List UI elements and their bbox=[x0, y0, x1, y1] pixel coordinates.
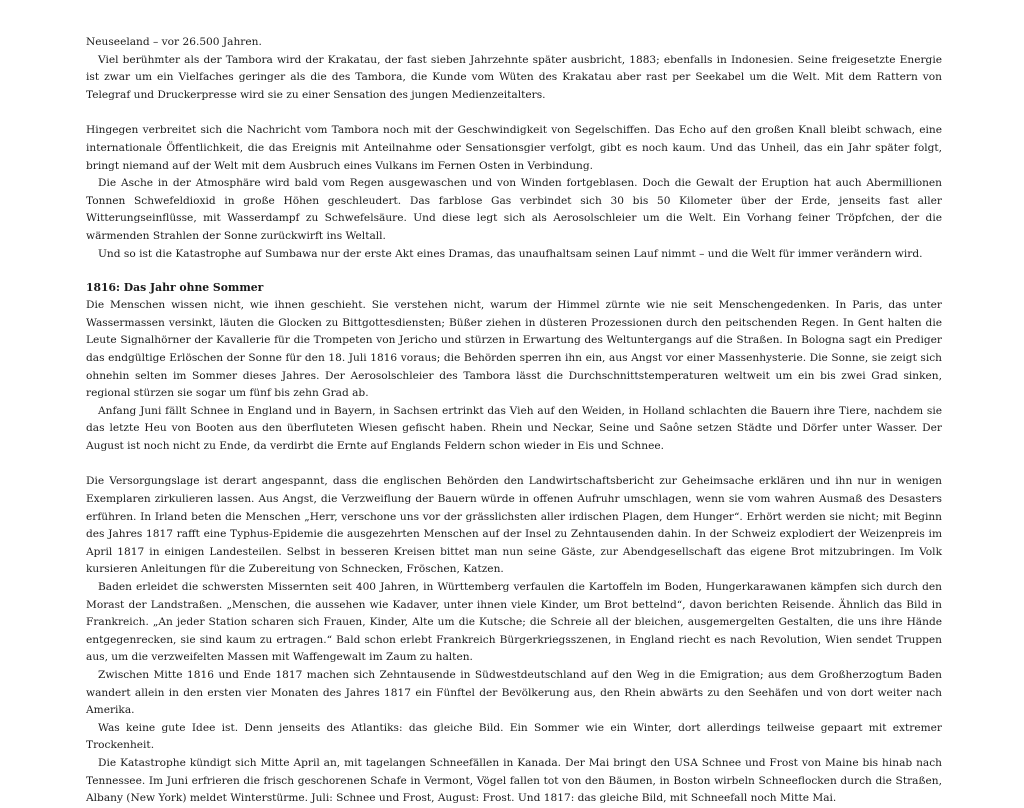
paragraph: Viel berühmter als der Tambora wird der Krakatau, der fast sieben Jahrzehnte später ausbricht, 1883; ebenfalls in Indonesien. Seine freigesetzte Energie ist zwar um ein Vielfaches geringer als die des Tambora, die Kunde vom Wüten des Krakatau aber rast per Seekabel um die Welt. Mit dem Rattern von Telegraf und Druckerpresse wird sie zu einer Sensation des jungen Medienzeitalters. bbox=[86, 53, 942, 101]
paragraph: Und so ist die Katastrophe auf Sumbawa nur der erste Akt eines Dramas, das unaufhaltsam seinen Lauf nimmt – und die Welt für immer verändern wird. bbox=[98, 247, 923, 260]
paragraph: Zwischen Mitte 1816 und Ende 1817 machen sich Zehntausende in Südwestdeutschland auf den Weg in die Emigration; aus dem Großherzogtum Baden wandert allein in den ersten vier Monaten des Jahres 1817 ein Fünftel der Bevölkerung aus, den Rhein abwärts zu den Seehäfen und von dort weiter nach Amerika. bbox=[86, 669, 942, 717]
paragraph: Anfang Juni fällt Schnee in England und in Bayern, in Sachsen ertrinkt das Vieh auf den Weiden, in Holland schlachten die Bauern ihre Tiere, nachdem sie das letzte Heu von Booten aus den überfluteten Wiesen gefischt haben. Rhein und Neckar, Seine und Saône setzen Städte und Dörfer unter Wasser. Der August ist noch nicht zu Ende, da verdirbt die Ernte auf Englands Feldern schon wieder in Eis und Schnee. bbox=[86, 404, 942, 452]
section-heading: 1816: Das Jahr ohne Sommer bbox=[86, 281, 264, 295]
paragraph: Die Versorgungslage ist derart angespannt, dass die englischen Behörden den Landwirtschaftsbericht zur Geheimsache erklären und ihn nur in wenigen Exemplaren zirkulieren lassen. Aus Angst, die Verzweiflung der Bauern würde in offenen Aufruhr umschlagen, wenn sie vom wahren Ausmaß des Desasters erführen. In Irland beten die Menschen „Herr, verschone uns vor der grässlichsten aller irdischen Plagen, dem Hunger“. Erhört werden sie nicht; mit Beginn des Jahres 1817 rafft eine Typhus-Epidemie die ausgezehrten Menschen auf der Insel zu Zehntausenden dahin. In der Schweiz explodiert der Weizenpreis im April 1817 in einigen Landesteilen. Selbst in besseren Kreisen bittet man nun seine Gäste, zur Abendgesellschaft das eigene Brot mitzubringen. Im Volk kursieren Anleitungen für die Zubereitung von Schnecken, Fröschen, Katzen. bbox=[86, 475, 942, 576]
paragraph: Die Asche in der Atmosphäre wird bald vom Regen ausgewaschen und von Winden fortgeblasen. Doch die Gewalt der Eruption hat auch Abermillionen Tonnen Schwefeldioxid in große Höhen geschleudert. Das farblose Gas verbindet sich 30 bis 50 Kilometer über der Erde, jenseits fast aller Witterungseinflüsse, mit Wasserdampf zu Schwefelsäure. Und diese legt sich als Aerosolschleier um die Welt. Ein Vorhang feiner Tröpfchen, der die wärmenden Strahlen der Sonne zurückwirft ins Weltall. bbox=[86, 177, 942, 242]
paragraph: Neuseeland – vor 26.500 Jahren. bbox=[86, 36, 262, 48]
paragraph: Die Menschen wissen nicht, wie ihnen geschieht. Sie verstehen nicht, warum der Himmel zürnte wie nie seit Menschengedenken. In Paris, das unter Wassermassen versinkt, läuten die Glocken zu Bittgottesdiensten; Büßer ziehen in düsteren Prozessionen durch den peitschenden Regen. In Gent halten die Leute Signalhörner der Kavallerie für die Trompeten von Jericho und stürzen in Erwartung des Weltuntergangs auf die Straßen. In Bologna sagt ein Prediger das endgültige Erlöschen der Sonne für den 18. Juli 1816 voraus; die Behörden sperren ihn ein, aus Angst vor einer Massenhysterie. Die Sonne, sie zeigt sich ohnehin selten im Sommer dieses Jahres. Der Aerosolschleier des Tambora lässt die Durchschnittstemperaturen weltweit um ein bis zwei Grad sinken, regional stürzen sie sogar um fünf bis zehn Grad ab. bbox=[86, 299, 942, 400]
document-page bbox=[86, 34, 942, 808]
paragraph: Baden erleidet die schwersten Missernten seit 400 Jahren, in Württemberg verfaulen die Kartoffeln im Boden, Hungerkarawanen kämpfen sich durch den Morast der Landstraßen. „Menschen, die aussehen wie Kadaver, unter ihnen viele Kinder, um Brot bettelnd“, davon berichten Reisende. Ähnlich das Bild in Frankreich. „An jeder Station scharen sich Frauen, Kinder, Alte um die Kutsche; die Schreie all der bleichen, ausgemergelten Gestalten, die uns ihre Hände entgegenrecken, sie sind kaum zu ertragen.“ Bald schon erlebt Frankreich Bürgerkriegsszenen, in England riecht es nach Revolution, Wien sendet Truppen aus, um die verzweifelten Massen mit Waffengewalt im Zaum zu halten. bbox=[86, 581, 942, 664]
paragraph: Was keine gute Idee ist. Denn jenseits des Atlantiks: das gleiche Bild. Ein Sommer wie ein Winter, dort allerdings teilweise gepaart mit extremer Trockenheit. bbox=[86, 721, 942, 752]
paragraph: Hingegen verbreitet sich die Nachricht vom Tambora noch mit der Geschwindigkeit von Segelschiffen. Das Echo auf den großen Knall bleibt schwach, eine internationale Öffentlichkeit, die das Ereignis mit Anteilnahme oder Sensationsgier verfolgt, gibt es noch kaum. Und das Unheil, das ein Jahr später folgt, bringt niemand auf der Welt mit dem Ausbruch eines Vulkans im Fernen Osten in Verbindung. bbox=[86, 124, 942, 172]
paragraph: Die Katastrophe kündigt sich Mitte April an, mit tagelangen Schneefällen in Kanada. Der Mai bringt den USA Schnee und Frost von Maine bis hinab nach Tennessee. Im Juni erfrieren die frisch geschorenen Schafe in Vermont, Vögel fallen tot von den Bäumen, in Boston wirbeln Schneeflocken durch die Straßen, Albany (New York) meldet Winterstürme. Juli: Schnee und Frost, August: Frost. Und 1817: das gleiche Bild, mit Schneefall noch Mitte Mai. bbox=[86, 756, 942, 805]
